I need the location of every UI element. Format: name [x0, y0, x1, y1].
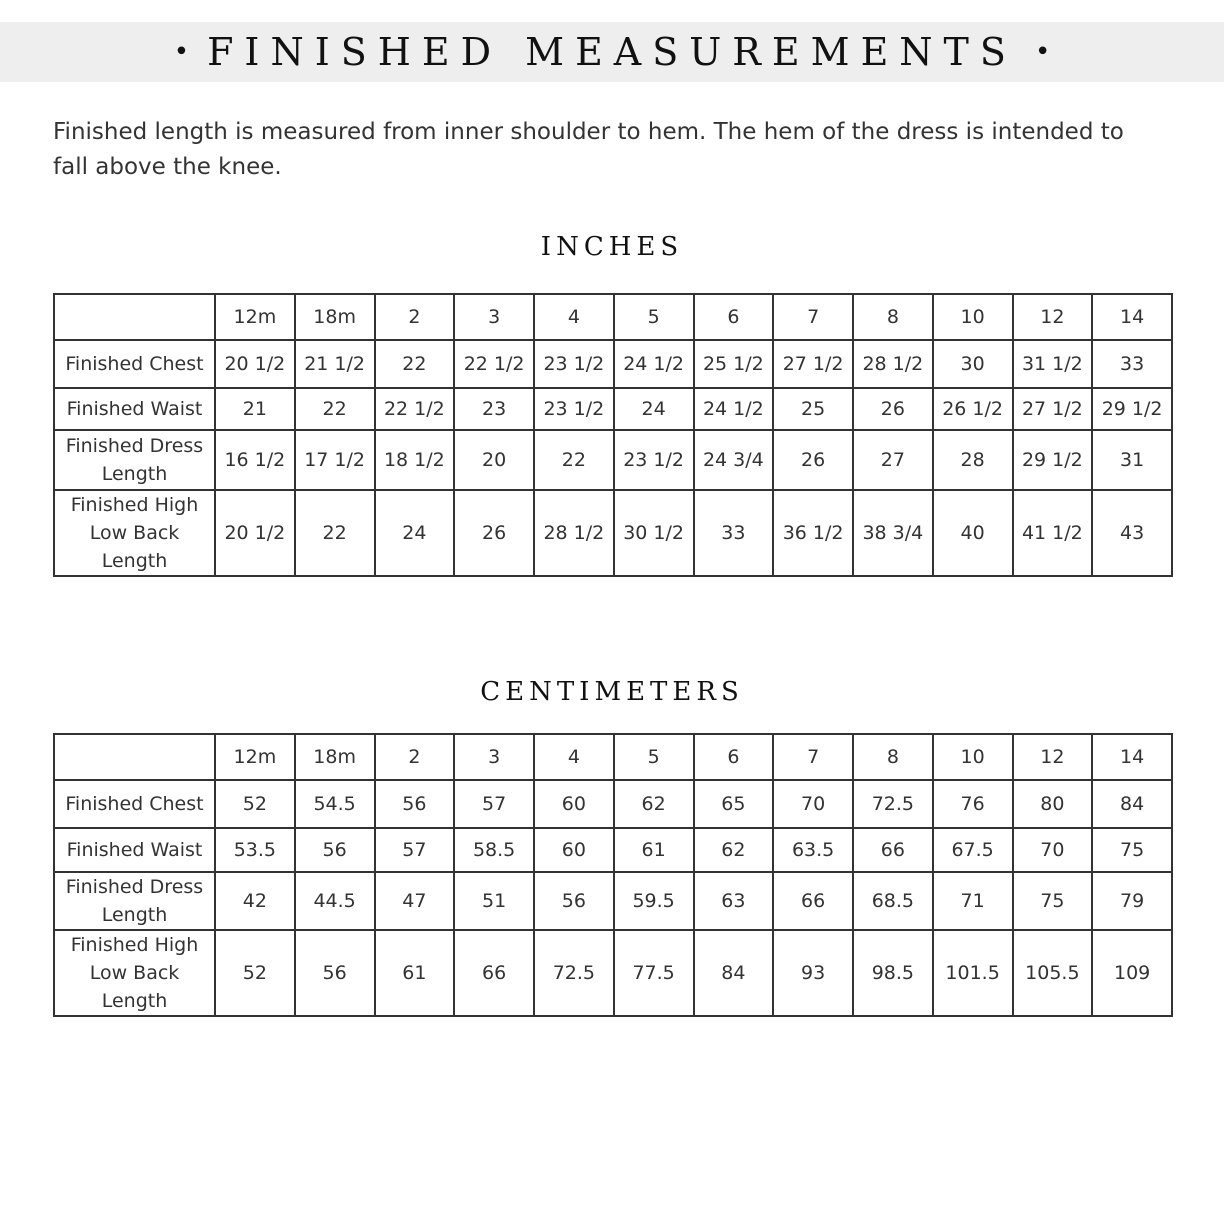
measurement-cell: 56 — [534, 872, 614, 930]
measurement-cell: 28 1/2 — [853, 340, 933, 388]
measurement-cell: 36 1/2 — [773, 490, 853, 576]
measurement-cell: 109 — [1092, 930, 1172, 1016]
title-bullet-left: • — [173, 37, 190, 67]
table-corner-cell — [54, 294, 215, 340]
size-header-cell: 10 — [933, 734, 1013, 780]
measurement-cell: 22 1/2 — [454, 340, 534, 388]
measurement-cell: 17 1/2 — [295, 430, 375, 490]
measurement-cell: 41 1/2 — [1013, 490, 1093, 576]
measurement-cell: 56 — [295, 930, 375, 1016]
measurement-cell: 76 — [933, 780, 1013, 828]
measurement-cell: 22 — [534, 430, 614, 490]
size-header-cell: 12 — [1013, 734, 1093, 780]
measurement-cell: 67.5 — [933, 828, 1013, 872]
measurement-cell: 66 — [853, 828, 933, 872]
measurement-cell: 21 — [215, 388, 295, 430]
measurement-cell: 43 — [1092, 490, 1172, 576]
size-header-cell: 3 — [454, 294, 534, 340]
row-label-cell: Finished Chest — [54, 340, 215, 388]
size-header-cell: 12 — [1013, 294, 1093, 340]
row-label-cell: Finished High Low Back Length — [54, 930, 215, 1016]
measurement-cell: 22 — [295, 388, 375, 430]
measurement-cell: 51 — [454, 872, 534, 930]
measurement-cell: 75 — [1013, 872, 1093, 930]
measurement-cell: 38 3/4 — [853, 490, 933, 576]
size-header-cell: 8 — [853, 734, 933, 780]
measurement-cell: 63 — [694, 872, 774, 930]
measurement-cell: 54.5 — [295, 780, 375, 828]
title-bullet-right: • — [1034, 37, 1051, 67]
measurement-cell: 60 — [534, 828, 614, 872]
measurement-cell: 66 — [454, 930, 534, 1016]
size-header-cell: 7 — [773, 734, 853, 780]
size-header-cell: 3 — [454, 734, 534, 780]
measurement-cell: 79 — [1092, 872, 1172, 930]
measurement-cell: 53.5 — [215, 828, 295, 872]
size-header-cell: 18m — [295, 294, 375, 340]
measurement-cell: 24 — [375, 490, 455, 576]
measurement-cell: 24 — [614, 388, 694, 430]
measurement-cell: 30 — [933, 340, 1013, 388]
measurement-cell: 31 1/2 — [1013, 340, 1093, 388]
inches-heading: INCHES — [540, 232, 684, 262]
measurement-cell: 31 — [1092, 430, 1172, 490]
measurement-cell: 101.5 — [933, 930, 1013, 1016]
measurement-cell: 33 — [694, 490, 774, 576]
table-row — [54, 388, 1172, 430]
row-label-cell: Finished High Low Back Length — [54, 490, 215, 576]
measurement-cell: 42 — [215, 872, 295, 930]
measurement-cell: 70 — [1013, 828, 1093, 872]
measurement-cell: 59.5 — [614, 872, 694, 930]
measurement-cell: 23 1/2 — [534, 388, 614, 430]
size-header-cell: 4 — [534, 734, 614, 780]
table-row — [54, 872, 1172, 930]
measurement-cell: 24 1/2 — [614, 340, 694, 388]
size-header-cell: 5 — [614, 734, 694, 780]
size-header-cell: 6 — [694, 734, 774, 780]
measurement-cell: 22 — [295, 490, 375, 576]
table-row — [54, 930, 1172, 1016]
measurement-cell: 84 — [694, 930, 774, 1016]
inches-table-body — [54, 294, 1172, 576]
measurement-cell: 25 — [773, 388, 853, 430]
measurement-cell: 23 1/2 — [534, 340, 614, 388]
measurement-cell: 27 — [853, 430, 933, 490]
measurement-cell: 61 — [614, 828, 694, 872]
measurement-cell: 84 — [1092, 780, 1172, 828]
measurement-cell: 61 — [375, 930, 455, 1016]
size-header-cell: 2 — [375, 734, 455, 780]
measurement-cell: 33 — [1092, 340, 1172, 388]
measurement-cell: 56 — [375, 780, 455, 828]
measurement-cell: 18 1/2 — [375, 430, 455, 490]
measurement-cell: 98.5 — [853, 930, 933, 1016]
size-header-cell: 5 — [614, 294, 694, 340]
measurement-cell: 62 — [614, 780, 694, 828]
measurement-cell: 72.5 — [534, 930, 614, 1016]
row-label-cell: Finished Waist — [54, 388, 215, 430]
measurement-cell: 58.5 — [454, 828, 534, 872]
measurement-cell: 72.5 — [853, 780, 933, 828]
row-label-cell: Finished Waist — [54, 828, 215, 872]
measurement-cell: 68.5 — [853, 872, 933, 930]
measurement-cell: 60 — [534, 780, 614, 828]
measurement-cell: 21 1/2 — [295, 340, 375, 388]
row-label-cell: Finished Dress Length — [54, 430, 215, 490]
measurement-cell: 26 — [773, 430, 853, 490]
centimeters-table-body — [54, 734, 1172, 1016]
inches-table — [53, 293, 1173, 577]
measurement-cell: 16 1/2 — [215, 430, 295, 490]
table-corner-cell — [54, 734, 215, 780]
measurement-cell: 63.5 — [773, 828, 853, 872]
measurement-cell: 24 1/2 — [694, 388, 774, 430]
measurement-cell: 28 — [933, 430, 1013, 490]
measurement-cell: 29 1/2 — [1013, 430, 1093, 490]
table-row — [54, 828, 1172, 872]
centimeters-heading: CENTIMETERS — [480, 677, 744, 707]
row-label-cell: Finished Chest — [54, 780, 215, 828]
measurement-cell: 71 — [933, 872, 1013, 930]
measurement-cell: 24 3/4 — [694, 430, 774, 490]
size-header-cell: 14 — [1092, 734, 1172, 780]
measurement-cell: 27 1/2 — [1013, 388, 1093, 430]
measurement-cell: 44.5 — [295, 872, 375, 930]
measurement-cell: 23 — [454, 388, 534, 430]
measurement-cell: 80 — [1013, 780, 1093, 828]
measurement-cell: 47 — [375, 872, 455, 930]
size-header-cell: 8 — [853, 294, 933, 340]
size-header-cell: 10 — [933, 294, 1013, 340]
measurement-cell: 20 1/2 — [215, 490, 295, 576]
measurement-cell: 26 — [454, 490, 534, 576]
measurement-cell: 57 — [375, 828, 455, 872]
measurement-cell: 75 — [1092, 828, 1172, 872]
measurement-cell: 65 — [694, 780, 774, 828]
measurement-cell: 29 1/2 — [1092, 388, 1172, 430]
measurement-cell: 30 1/2 — [614, 490, 694, 576]
size-header-cell: 4 — [534, 294, 614, 340]
size-header-cell: 7 — [773, 294, 853, 340]
measurement-cell: 26 1/2 — [933, 388, 1013, 430]
size-header-cell: 12m — [215, 294, 295, 340]
row-label-cell: Finished Dress Length — [54, 872, 215, 930]
table-row — [54, 780, 1172, 828]
table-header-row — [54, 734, 1172, 780]
measurement-cell: 77.5 — [614, 930, 694, 1016]
measurement-cell: 26 — [853, 388, 933, 430]
measurement-cell: 23 1/2 — [614, 430, 694, 490]
table-row — [54, 490, 1172, 576]
size-header-cell: 6 — [694, 294, 774, 340]
size-header-cell: 2 — [375, 294, 455, 340]
intro-text: Finished length is measured from inner shoulder to hem. The hem of the dress is intended to fall above the knee. — [53, 119, 1124, 180]
size-header-cell: 12m — [215, 734, 295, 780]
measurement-cell: 66 — [773, 872, 853, 930]
measurement-cell: 20 1/2 — [215, 340, 295, 388]
size-header-cell: 14 — [1092, 294, 1172, 340]
measurement-cell: 28 1/2 — [534, 490, 614, 576]
measurement-cell: 27 1/2 — [773, 340, 853, 388]
measurement-cell: 62 — [694, 828, 774, 872]
centimeters-table — [53, 733, 1173, 1017]
measurement-cell: 52 — [215, 930, 295, 1016]
measurement-cell: 70 — [773, 780, 853, 828]
measurement-cell: 93 — [773, 930, 853, 1016]
table-header-row — [54, 294, 1172, 340]
measurement-cell: 52 — [215, 780, 295, 828]
measurement-cell: 25 1/2 — [694, 340, 774, 388]
measurement-cell: 20 — [454, 430, 534, 490]
table-row — [54, 340, 1172, 388]
measurement-cell: 22 1/2 — [375, 388, 455, 430]
measurement-cell: 56 — [295, 828, 375, 872]
size-header-cell: 18m — [295, 734, 375, 780]
page-title: FINISHED MEASUREMENTS — [207, 30, 1017, 74]
title-band — [0, 22, 1224, 82]
measurement-cell: 105.5 — [1013, 930, 1093, 1016]
measurement-cell: 22 — [375, 340, 455, 388]
measurement-cell: 40 — [933, 490, 1013, 576]
measurement-cell: 57 — [454, 780, 534, 828]
table-row — [54, 430, 1172, 490]
